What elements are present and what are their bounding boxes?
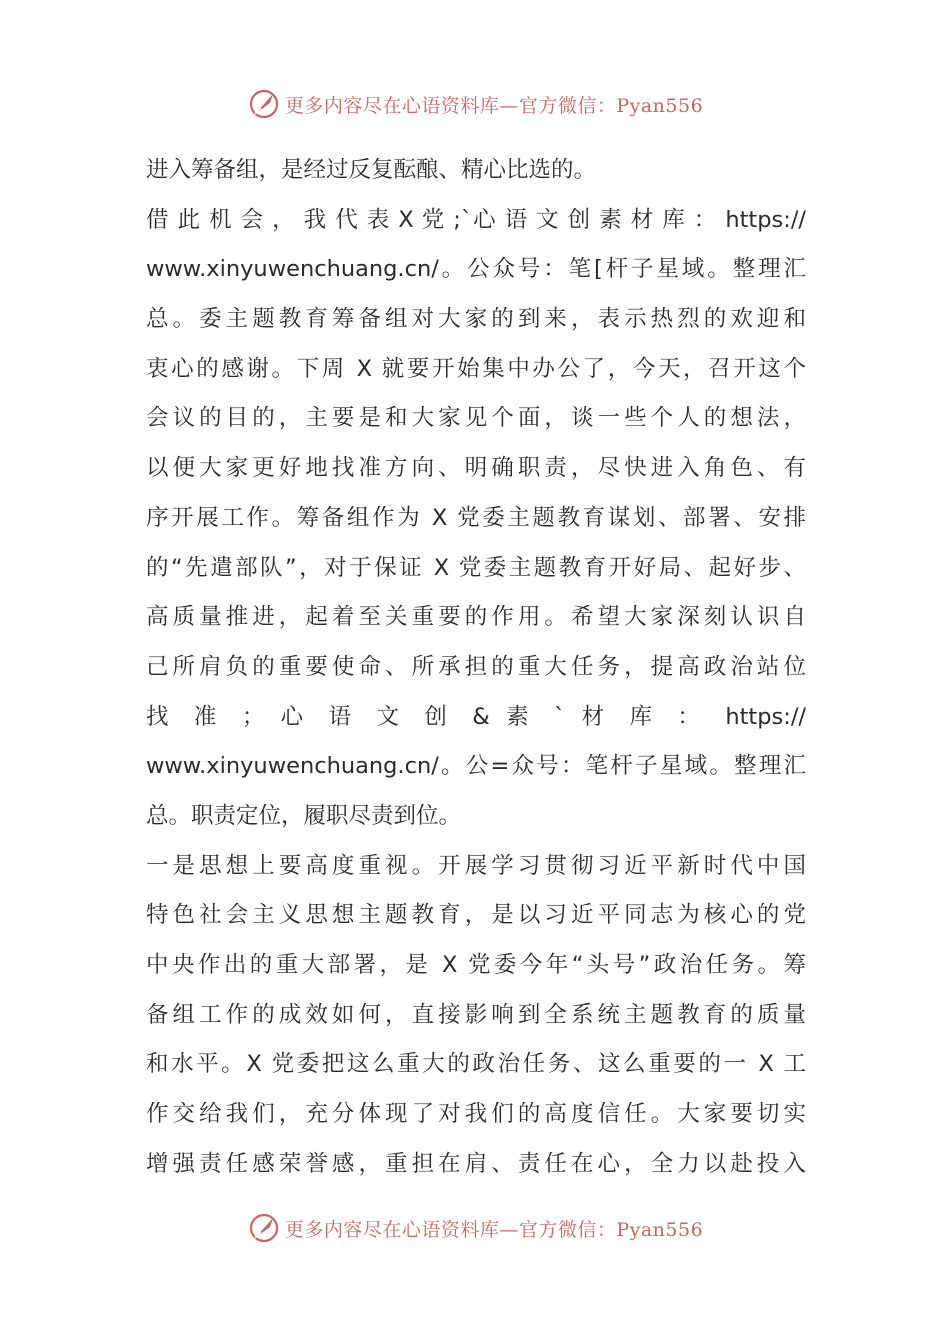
text-line: 和水平。X 党委把这么重大的政治任务、这么重要的一 X 工 [146,1051,806,1078]
text-line: 会议的目的，主要是和大家见个面，谈一些个人的想法， [146,405,806,432]
text-line: 找 准 ； 心 语 文 创 & 素 ` 材 库 ： https:// [146,703,806,730]
quill-logo-icon [247,87,281,121]
text-line: 衷心的感谢。下周 X 就要开始集中办公了，今天，召开这个 [146,355,806,382]
text-line: 高质量推进，起着至关重要的作用。希望大家深刻认识自 [146,604,806,631]
text-line: 序开展工作。筹备组作为 X 党委主题教育谋划、部署、安排 [146,504,806,531]
header-watermark-banner [0,84,950,124]
text-line: 己所肩负的重要使命、所承担的重大任务，提高政治站位 [146,653,806,680]
text-line: 中央作出的重大部署，是 X 党委今年“头号”政治任务。筹 [146,952,806,978]
text-line: 以便大家更好地找准方向、明确职责，尽快进入角色、有 [146,455,806,482]
text-line: 进入筹备组，是经过反复酝酿、精心比选的。 [146,157,597,183]
text-line: 借 此 机 会 ， 我 代 表 X 党 ;`心 语 文 创 素 材 库 ： https:// [146,206,806,233]
text-line: 的“先遣部队”，对于保证 X 党委主题教育开好局、起好步、 [146,554,806,581]
text-line: www.xinyuwenchuang.cn/。公=众号：笔杆子星域。整理汇 [146,753,806,780]
text-line: 一是思想上要高度重视。开展学习贯彻习近平新时代中国 [146,852,806,879]
text-line: 增强责任感荣誉感，重担在肩、责任在心，全力以赴投入 [146,1150,806,1177]
text-line: 特色社会主义思想主题教育，是以习近平同志为核心的党 [146,902,806,929]
footer-watermark-banner [0,1208,950,1248]
text-line: 作交给我们，充分体现了对我们的高度信任。大家要切实 [146,1101,806,1128]
header-banner-text: 更多内容尽在心语资料库—官方微信：Pyan556 [284,94,704,117]
document-body [146,146,806,1189]
footer-banner-text: 更多内容尽在心语资料库—官方微信：Pyan556 [284,1218,704,1241]
text-line: 总。委主题教育筹备组对大家的到来，表示热烈的欢迎和 [146,306,806,333]
text-line: 备组工作的成效如何，直接影响到全系统主题教育的质量 [146,1001,806,1028]
text-line: 总。职责定位，履职尽责到位。 [146,802,462,829]
quill-logo-icon [247,1211,281,1245]
text-line: www.xinyuwenchuang.cn/。公众号：笔[杆子星域。整理汇 [146,256,806,283]
